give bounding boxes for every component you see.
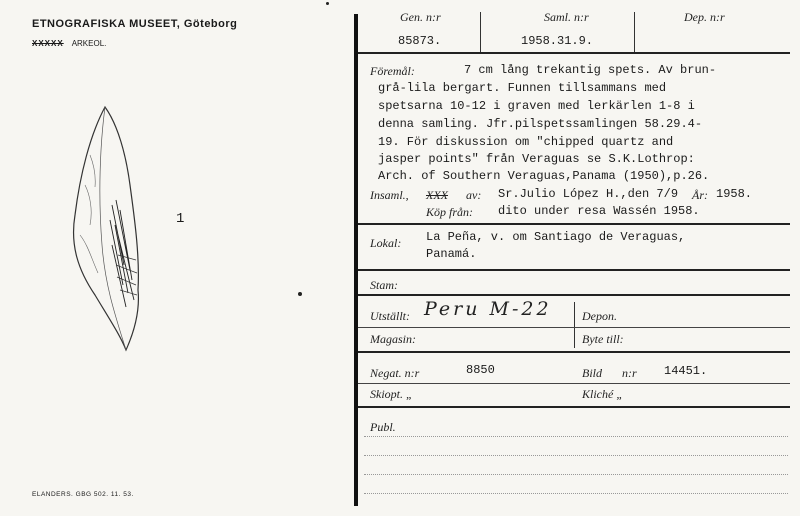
foremal-line-5: 19. För diskussion om "chipped quartz and: [378, 135, 674, 149]
bild-label: Bild: [582, 366, 602, 380]
department-struck: XXXXX: [32, 39, 64, 48]
ar-value: 1958.: [716, 187, 753, 201]
department-line: [32, 39, 237, 48]
museum-name: ETNOGRAFISKA MUSEET, Göteborg: [32, 18, 238, 30]
rule-utstallt-mid: [358, 327, 790, 328]
byte-label: Byte till:: [582, 332, 624, 346]
rule-lokal: [358, 269, 790, 271]
publ-line-3: [364, 474, 788, 475]
kop-label: Köp från:: [426, 205, 474, 219]
lokal-label: Lokal:: [370, 236, 402, 250]
foremal-line-2: grå-lila bergart. Funnen tillsammans med: [378, 81, 667, 95]
lokal-line-1: La Peña, v. om Santiago de Veraguas,: [426, 230, 686, 244]
lokal-line-2: Panamá.: [426, 247, 477, 261]
insaml-label: Insaml.,: [370, 188, 409, 202]
skiopt-label: Skiopt. „: [370, 387, 413, 401]
kop-value: dito under resa Wassén 1958.: [498, 204, 700, 218]
stam-label: Stam:: [370, 278, 398, 292]
rule-negat: [358, 406, 790, 408]
top-sep-1: [480, 12, 481, 52]
punch-dot-top: [326, 2, 329, 5]
rule-top: [358, 52, 790, 54]
top-sep-2: [634, 12, 635, 52]
utstallt-label: Utställt:: [370, 309, 411, 323]
saml-nr-label: Saml. n:r: [544, 10, 589, 24]
card-divider: [354, 14, 358, 506]
depon-label: Depon.: [582, 309, 617, 323]
gen-nr-label: Gen. n:r: [400, 10, 441, 24]
foremal-line-7: Arch. of Southern Veraguas,Panama (1950),p.26.: [378, 169, 710, 183]
foremal-line-3: spetsarna 10-12 i graven med lerkärlen 1-8 i: [378, 99, 695, 113]
negat-label: Negat. n:r: [370, 366, 420, 380]
insaml-struck: XXX: [426, 188, 448, 202]
ar-label: År:: [692, 188, 708, 202]
foremal-line-6: jasper points" från Veraguas se S.K.Lothrop:: [378, 152, 695, 166]
printer-imprint: ELANDERS. GBG 502. 11. 53.: [32, 491, 134, 498]
rule-negat-mid: [358, 383, 790, 384]
kliche-label: Kliché „: [582, 387, 623, 401]
foremal-line-1: 7 cm lång trekantig spets. Av brun-: [464, 63, 717, 77]
magasin-label: Magasin:: [370, 332, 416, 346]
negat-value: 8850: [466, 363, 495, 377]
insaml-value: Sr.Julio López H.,den 7/9: [498, 187, 679, 201]
rule-stam: [358, 294, 790, 296]
saml-nr-value: 1958.31.9.: [521, 34, 594, 48]
bild-value: 14451.: [664, 364, 708, 378]
foremal-line-4: denna samling. Jfr.pilspetssamlingen 58.29.4-: [378, 117, 703, 131]
publ-line-2: [364, 455, 788, 456]
dep-nr-label: Dep. n:r: [684, 10, 725, 24]
utstallt-value: Peru M-22: [424, 298, 552, 320]
department-label: ARKEOL.: [71, 39, 107, 48]
rule-utstallt: [358, 351, 790, 353]
publ-label: Publ.: [370, 420, 396, 434]
side-mark: 1: [176, 211, 185, 227]
publ-line-4: [364, 493, 788, 494]
foremal-label: Föremål:: [370, 64, 415, 78]
card-header: [32, 18, 237, 48]
insaml-av-label: av:: [466, 188, 482, 202]
gen-nr-value: 85873.: [398, 34, 442, 48]
utstallt-sep: [574, 302, 575, 348]
punch-dot: [298, 292, 302, 296]
bild-nr-label: n:r: [622, 366, 637, 380]
artifact-sketch: [60, 95, 200, 365]
rule-foremal: [358, 223, 790, 225]
publ-line-1: [364, 436, 788, 437]
